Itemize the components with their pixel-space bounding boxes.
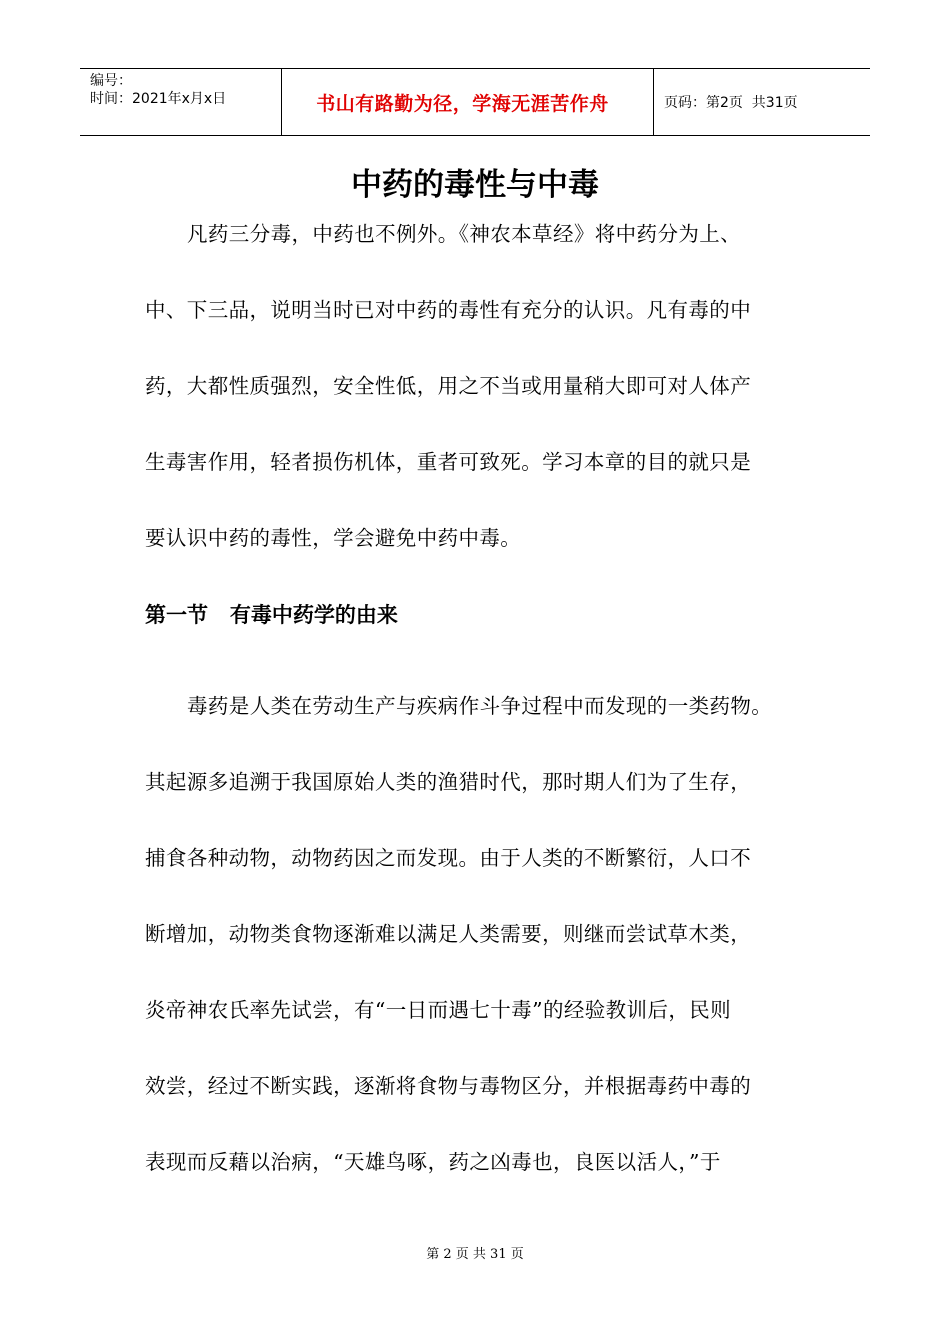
document-header: [80, 68, 870, 136]
document-title: 中药的毒性与中毒: [351, 167, 599, 203]
header-page-cell: [654, 69, 870, 135]
paragraph-line: 炎帝神农氏率先试尝，有“一日而遇七十毒”的经验教训后，民则: [145, 998, 732, 1022]
paragraph-line: 捕食各种动物，动物药因之而发现。由于人类的不断繁衍，人口不: [145, 846, 752, 870]
header-page-info: 页码：第2页 共31页: [664, 95, 798, 111]
intro-paragraph: [145, 220, 815, 600]
page-footer: 第 2 页 共 31 页: [426, 1247, 524, 1262]
paragraph-line: 生毒害作用，轻者损伤机体，重者可致死。学习本章的目的就只是: [145, 450, 752, 474]
section-heading: 第一节 有毒中药学的由来: [145, 603, 398, 627]
section-paragraph: [145, 692, 815, 1224]
paragraph-line: 表现而反藉以治病，“天雄鸟啄，药之凶毒也，良医以活人，”于: [145, 1150, 721, 1174]
header-number-label: 编号：: [90, 73, 132, 89]
header-meta-cell: [80, 69, 282, 135]
paragraph-line: 断增加，动物类食物逐渐难以满足人类需要，则继而尝试草木类，: [145, 922, 752, 946]
header-time-label: 时间：2021年x月x日: [90, 91, 227, 107]
paragraph-line: 凡药三分毒，中药也不例外。《神农本草经》将中药分为上、: [187, 222, 742, 246]
paragraph-line: 效尝，经过不断实践，逐渐将食物与毒物区分，并根据毒药中毒的: [145, 1074, 752, 1098]
paragraph-line: 毒药是人类在劳动生产与疾病作斗争过程中而发现的一类药物。: [187, 694, 773, 718]
paragraph-line: 中、下三品，说明当时已对中药的毒性有充分的认识。凡有毒的中: [145, 298, 752, 322]
paragraph-line: 其起源多追溯于我国原始人类的渔猎时代，那时期人们为了生存，: [145, 770, 752, 794]
paragraph-line: 要认识中药的毒性，学会避免中药中毒。: [145, 526, 522, 550]
header-motto: 书山有路勤为径，学海无涯苦作舟: [316, 92, 609, 115]
paragraph-line: 药，大都性质强烈，安全性低，用之不当或用量稍大即可对人体产: [145, 374, 752, 398]
header-motto-cell: [282, 69, 654, 135]
